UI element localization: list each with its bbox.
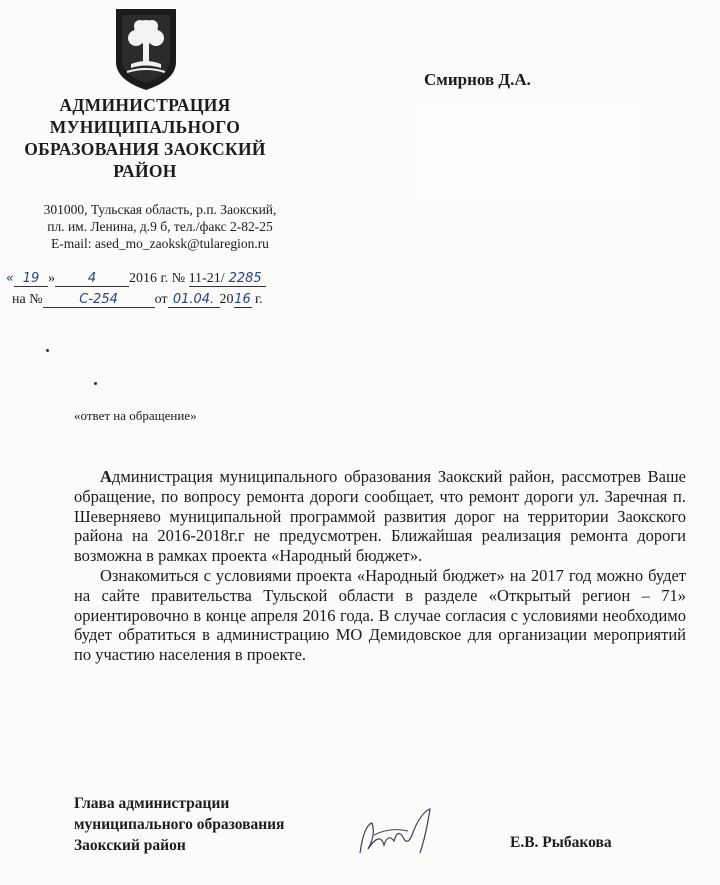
address-line: пл. им. Ленина, д.9 б, тел./факс 2-82-25 xyxy=(47,219,273,234)
outgoing-number xyxy=(189,271,266,287)
outgoing-number-suffix: 2285 xyxy=(228,271,262,286)
org-title-line: ОБРАЗОВАНИЯ ЗАОКСКИЙ xyxy=(24,139,266,159)
address-line: E-mail: ased_mo_zaoksk@tularegion.ru xyxy=(51,236,269,251)
outgoing-month: 4 xyxy=(55,271,129,287)
incoming-reference-line xyxy=(12,292,263,308)
coat-of-arms-emblem-icon xyxy=(113,6,179,92)
body-paragraph-2: Ознакомиться с условиями проекта «Народный бюджет» на 2017 год можно будет на сайте правительства Тульской области в разделе «Открытый регион – 71» ориентировочно в конце апреля 2016 года. В случае согласия с условиями необходимо будет обратиться в администрацию МО Демидовское для организации мероприятий по участию населения в проекте. xyxy=(74,565,686,665)
org-title-line: АДМИНИСТРАЦИЯ xyxy=(59,95,231,115)
signatory-name: Е.В. Рыбакова xyxy=(510,834,612,851)
paragraph-initial-letter: А xyxy=(100,467,112,486)
incoming-year-unit: г. xyxy=(255,292,263,307)
letter-subject: «ответ на обращение» xyxy=(74,408,197,423)
incoming-number-label: на № xyxy=(12,292,43,307)
letter-body xyxy=(74,467,686,665)
redacted-address-area xyxy=(410,104,642,204)
scan-speck xyxy=(94,382,97,385)
incoming-year-prefix: 20 xyxy=(219,292,234,307)
address-line: 301000, Тульская область, р.п. Заокский, xyxy=(43,202,277,217)
paragraph-1-text: дминистрация муниципального образования Заокский район, рассмотрев Ваше обращение, по вопросу ремонта дороги сообщает, что ремонт дороги ул. Заречная п. Шеверняево муниципальной программой развития дорог на территории Заокского района на 2016-2018г.г не предусмотрен. Ближайшая реализация ремонта дороги возможна в рамках проекта «Народный бюджет». xyxy=(74,467,686,566)
org-title-line: МУНИЦИПАЛЬНОГО xyxy=(49,117,241,137)
incoming-date: 01.04. xyxy=(168,292,220,308)
scan-speck xyxy=(46,349,49,352)
outgoing-registration-line xyxy=(6,271,266,287)
handwritten-signature-icon xyxy=(350,805,440,865)
organization-title xyxy=(0,94,290,182)
outgoing-year-label: 2016 г. № xyxy=(129,271,186,286)
signatory-title-line: Глава администрации xyxy=(74,795,230,812)
org-title-line: РАЙОН xyxy=(113,161,177,181)
organization-address xyxy=(0,201,320,252)
open-quote: « xyxy=(6,271,15,286)
incoming-number: С-254 xyxy=(43,292,155,308)
recipient-name: Смирнов Д.А. xyxy=(424,70,531,89)
outgoing-day: 19 xyxy=(14,271,48,287)
signatory-title-line: муниципального образования xyxy=(74,816,285,833)
signatory-title-line: Заокский район xyxy=(74,837,186,854)
incoming-year-suffix: 16 xyxy=(234,292,251,307)
close-quote: » xyxy=(48,271,56,286)
incoming-date-label: от xyxy=(154,292,168,307)
signatory-title xyxy=(74,793,284,856)
body-paragraph-1 xyxy=(74,467,686,566)
outgoing-number-prefix: 11-21/ xyxy=(188,271,225,286)
